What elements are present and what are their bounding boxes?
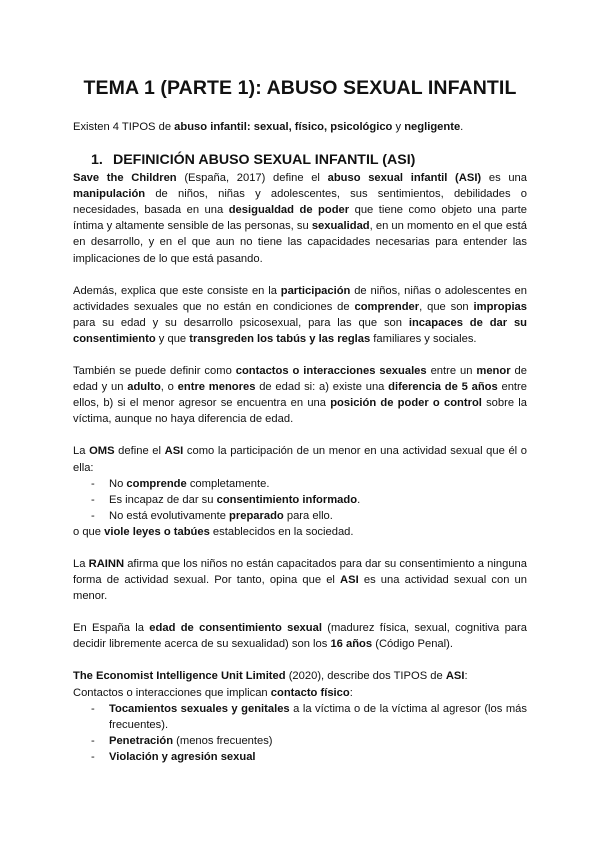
- text: :: [464, 670, 468, 683]
- list-item: [73, 733, 527, 749]
- text-bold: psicológico: [330, 121, 393, 133]
- text: .: [460, 121, 464, 133]
- text: Además, explica que este consiste en la: [73, 284, 281, 297]
- text: de niños, niñas y adolescentes, sus sentimientos, debilidades o necesidades, basada en una: [73, 188, 527, 217]
- text: (Código Penal).: [372, 638, 453, 651]
- text-bold: :: [246, 121, 254, 133]
- paragraph-economist: [73, 668, 527, 684]
- text: establecidos en la sociedad.: [209, 525, 354, 538]
- paragraph-participacion: [73, 283, 527, 347]
- text-bold: impropias: [473, 300, 527, 313]
- text-bold: Penetración: [109, 734, 174, 747]
- text-bold: contactos o interacciones sexuales: [235, 365, 427, 378]
- text: a la víctima o de la víctima al agresor (los más frecuentes).: [109, 702, 527, 731]
- text-bold: entre menores: [177, 381, 256, 394]
- text-bold: incapaces de dar su consentimiento: [73, 316, 527, 345]
- dash-bullet: -: [91, 734, 95, 747]
- text: Es incapaz de dar su: [109, 493, 217, 506]
- list-item: [73, 492, 527, 508]
- text: (2020), describe dos TIPOS de: [285, 670, 446, 683]
- text: .: [357, 493, 361, 506]
- text: No está evolutivamente: [109, 509, 230, 522]
- text-bold: comprende: [126, 477, 187, 490]
- text-bold: contacto físico: [270, 686, 350, 699]
- text: Contactos o interacciones que implican: [73, 686, 271, 699]
- paragraph-rainn: [73, 556, 527, 604]
- dash-bullet: -: [91, 750, 95, 763]
- oms-criteria-list: [73, 476, 527, 524]
- text: La: [73, 445, 90, 458]
- text: , que son: [419, 300, 474, 313]
- text-bold: ASI: [164, 445, 184, 458]
- section-title: DEFINICIÓN ABUSO SEXUAL INFANTIL (ASI): [112, 152, 416, 169]
- text-bold: consentimiento informado: [216, 493, 358, 506]
- text-bold: negligente: [404, 121, 461, 133]
- text: entre ellos, b) si el menor agresor se encuentra en una: [73, 381, 527, 410]
- text-bold: ,: [288, 121, 295, 133]
- text: completamente.: [186, 477, 270, 490]
- text: para su edad y su desarrollo psicosexual, para las que son: [73, 316, 409, 329]
- text: que tiene como objeto una parte íntima y altamente sensible de las personas, su: [73, 204, 527, 233]
- text-bold: menor: [476, 365, 511, 378]
- paragraph-oms-tail: [73, 524, 527, 540]
- text: (madurez física, sexual, cognitiva para decidir libremente acerca de su sexualidad) son los: [73, 622, 527, 651]
- text-bold: físico: [294, 121, 325, 133]
- text: para ello.: [283, 509, 333, 522]
- text: y: [392, 121, 405, 133]
- dash-bullet: -: [91, 477, 95, 490]
- text: es una actividad sexual con un menor.: [73, 574, 527, 603]
- text-bold: comprender: [354, 300, 420, 313]
- text: afirma que los niños no están capacitados para dar su consentimiento a ninguna forma de actividad sexual. Por tanto, opina que el: [73, 557, 527, 587]
- text-bold: participación: [280, 284, 351, 297]
- text-bold: viole leyes o tabúes: [104, 525, 210, 538]
- document-title: TEMA 1 (PARTE 1): ABUSO SEXUAL INFANTIL: [83, 77, 517, 99]
- text: y que: [155, 332, 190, 345]
- text: define el: [114, 445, 165, 458]
- paragraph-contactos: [73, 363, 527, 427]
- text: También se puede definir como: [73, 365, 236, 378]
- text-bold: OMS: [89, 445, 115, 458]
- text-bold: sexual: [253, 121, 289, 133]
- text: de niños, niñas o adolescentes en actividades sexuales que no están en condiciones de: [73, 284, 527, 313]
- text: Existen 4 TIPOS de: [73, 121, 175, 133]
- text-bold: preparado: [229, 509, 284, 522]
- text-bold: 16 años: [330, 638, 373, 651]
- paragraph-oms: [73, 443, 527, 475]
- text: familiares y sociales.: [370, 332, 477, 345]
- text-bold: Violación y agresión sexual: [109, 750, 256, 763]
- text: de edad y un: [73, 365, 527, 394]
- paragraph-save-the-children: [73, 170, 527, 267]
- text-bold: posición de poder o control: [330, 397, 482, 410]
- text-bold: sexualidad: [311, 220, 370, 233]
- text-bold: abuso infantil: [174, 121, 247, 133]
- paragraph-contacto-fisico: [73, 685, 527, 701]
- dash-bullet: -: [91, 509, 95, 522]
- text: La: [73, 557, 89, 570]
- text-bold: ASI: [445, 670, 465, 683]
- text: (menos frecuentes): [173, 734, 273, 747]
- section-heading: [91, 150, 527, 170]
- dash-bullet: -: [91, 702, 95, 715]
- text: :: [349, 686, 353, 699]
- text: No: [109, 477, 127, 490]
- dash-bullet: -: [91, 493, 95, 506]
- text-bold: diferencia de 5 años: [388, 381, 498, 394]
- text-bold: edad de consentimiento sexual: [149, 622, 322, 635]
- text-bold: Save the Children: [73, 172, 177, 185]
- text: sobre la víctima, aunque no haya diferencia de edad.: [73, 397, 527, 426]
- text-bold: RAINN: [88, 557, 125, 570]
- text: de edad si: a) existe una: [255, 381, 389, 394]
- text-bold: adulto: [127, 381, 161, 394]
- intro-paragraph: [73, 119, 527, 135]
- text: En España la: [73, 622, 150, 635]
- text: entre un: [426, 365, 477, 378]
- text-bold: desigualdad de poder: [228, 204, 350, 217]
- contact-types-list: [73, 701, 527, 765]
- paragraph-edad-consentimiento: [73, 620, 527, 652]
- text-bold: abuso sexual infantil (ASI): [327, 172, 482, 185]
- text-bold: The Economist Intelligence Unit Limited: [73, 670, 286, 683]
- text-bold: Tocamientos sexuales y genitales: [109, 702, 290, 715]
- text: , o: [160, 381, 178, 394]
- list-item: [73, 749, 527, 765]
- list-item: [73, 701, 527, 733]
- text: o que: [73, 525, 105, 538]
- text-bold: transgreden los tabús y las reglas: [189, 332, 371, 345]
- text-bold: ,: [324, 121, 331, 133]
- text: es una: [481, 172, 528, 185]
- list-item: [73, 508, 527, 524]
- text: como la participación de un menor en una actividad sexual que él o ella:: [73, 445, 528, 474]
- list-item: [73, 476, 527, 492]
- text-bold: manipulación: [73, 188, 146, 201]
- section-number: 1.: [91, 152, 103, 169]
- text: (España, 2017) define el: [176, 172, 328, 185]
- text: , en un momento en el que está en desarrollo, y en el que aun no tiene las capacidades necesarias para entender las implicaciones de lo que está pasando.: [73, 220, 527, 265]
- text-bold: ASI: [340, 574, 359, 587]
